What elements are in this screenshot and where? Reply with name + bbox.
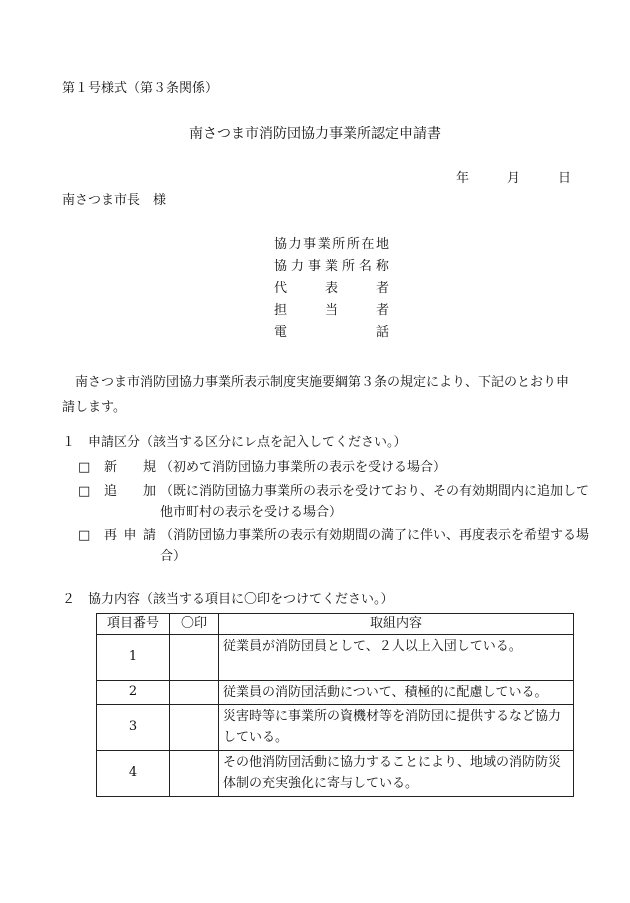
table-row [97, 681, 574, 705]
applicant-field-label: 代 表 者 [274, 281, 389, 296]
table-row [97, 635, 574, 681]
addressee: 南さつま市長 様 [62, 193, 167, 208]
mark-cell[interactable] [170, 705, 219, 751]
item-number: 2 [97, 681, 170, 705]
option-description: （既に消防団協力事業所の表示を受けており、その有効期間内に追加して他市町村の表示を受ける場合） [160, 484, 590, 520]
item-content: 従業員の消防団活動について、積極的に配慮している。 [219, 681, 574, 705]
date-day-label: 日 [557, 171, 571, 186]
checkbox-icon[interactable]: □ [78, 528, 91, 543]
body-paragraph: 南さつま市消防団協力事業所表示制度実施要綱第３条の規定により、下記のとおり申請します。 [62, 375, 570, 415]
applicant-field-address [274, 236, 389, 258]
applicant-field-contact-person [274, 302, 389, 324]
option-reapplication [78, 525, 598, 567]
applicant-info-block [274, 236, 389, 346]
applicant-field-label: 協 力 事 業 所 名 称 [274, 259, 389, 274]
item-number: 1 [97, 635, 170, 681]
header-mark: 〇印 [170, 614, 219, 635]
section1-heading: １ 申請区分（該当する区分にレ点を記入してください。） [62, 435, 407, 450]
applicant-field-representative [274, 280, 389, 302]
header-content: 取組内容 [219, 614, 574, 635]
item-number: 3 [97, 705, 170, 751]
applicant-field-name [274, 258, 389, 280]
option-name: 新 規 [104, 460, 156, 475]
applicant-field-label: 担 当 者 [274, 303, 389, 318]
applicant-field-label: 協 力 事 業 所 所 在 地 [274, 237, 389, 252]
option-description: （初めて消防団協力事業所の表示を受ける場合） [160, 460, 447, 475]
date-line [456, 170, 571, 189]
cooperation-items-table [96, 613, 574, 797]
table-header-row [97, 614, 574, 635]
item-content: その他消防団活動に協力することにより、地域の消防防災体制の充実強化に寄与している。 [219, 751, 574, 797]
header-item-number: 項目番号 [97, 614, 170, 635]
document-title: 南さつま市消防団協力事業所認定申請書 [189, 126, 441, 142]
applicant-field-label: 電 話 [274, 325, 389, 340]
option-description: （消防団協力事業所の表示有効期間の満了に伴い、再度表示を希望する場合） [160, 528, 590, 564]
item-content: 災害時等に事業所の資機材等を消防団に提供するなど協力している。 [219, 705, 574, 751]
date-month-label: 月 [506, 171, 520, 186]
option-additional [78, 481, 598, 523]
table-row [97, 751, 574, 797]
option-name: 再 申 請 [104, 528, 156, 543]
option-name: 追 加 [104, 484, 156, 499]
mark-cell[interactable] [170, 681, 219, 705]
mark-cell[interactable] [170, 751, 219, 797]
date-year-label: 年 [456, 171, 470, 186]
checkbox-icon[interactable]: □ [78, 460, 91, 475]
applicant-field-phone [274, 324, 389, 346]
item-content: 従業員が消防団員として、２人以上入団している。 [219, 635, 574, 681]
form-number: 第１号様式（第３条関係） [62, 81, 219, 96]
item-number: 4 [97, 751, 170, 797]
section2-heading: ２ 協力内容（該当する項目に〇印をつけてください。） [62, 592, 394, 607]
option-new [78, 457, 598, 478]
mark-cell[interactable] [170, 635, 219, 681]
checkbox-icon[interactable]: □ [78, 484, 91, 499]
table-row [97, 705, 574, 751]
